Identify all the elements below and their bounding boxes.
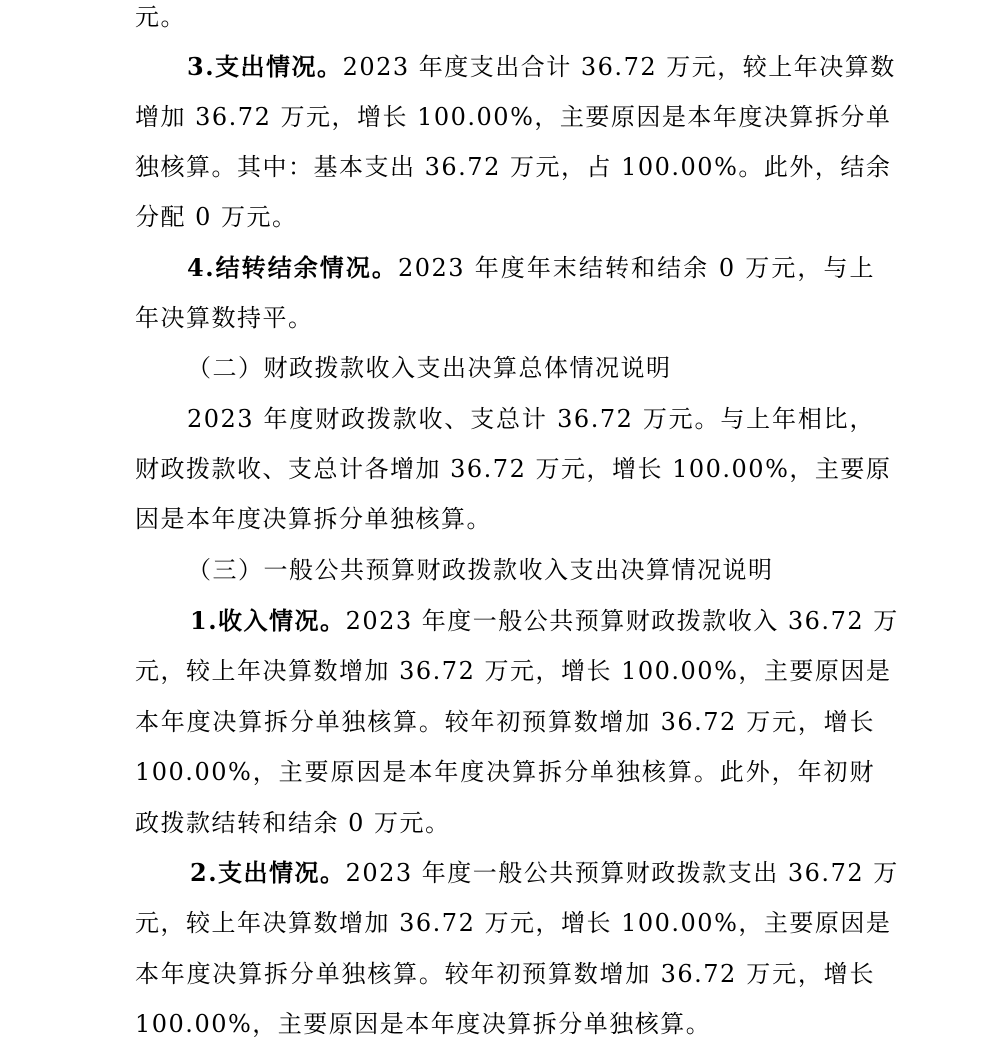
- expense-line-1: [190, 858, 899, 888]
- section2-line-2: 财政拨款收、支总计各增加 36.72 万元，增长 100.00%，主要原: [135, 455, 892, 483]
- income-line-4: 100.00%，主要原因是本年度决算拆分单独核算。此外，年初财: [135, 758, 875, 786]
- income-text-1: 2023 年度一般公共预算财政拨款收入 36.72 万: [345, 607, 899, 635]
- fragment-line: 元。: [135, 3, 186, 31]
- section3-expense-line-4: 分配 0 万元。: [135, 203, 298, 231]
- income-line-2: 元，较上年决算数增加 36.72 万元，增长 100.00%，主要原因是: [135, 657, 892, 685]
- income-line-5: 政拨款结转和结余 0 万元。: [135, 809, 451, 837]
- expense-line-2: 元，较上年决算数增加 36.72 万元，增长 100.00%，主要原因是: [135, 909, 892, 937]
- section2-title: （二）财政拨款收入支出决算总体情况说明: [187, 354, 672, 382]
- section2-line-3: 因是本年度决算拆分单独核算。: [135, 505, 492, 533]
- section3-title: （三）一般公共预算财政拨款收入支出决算情况说明: [187, 556, 774, 584]
- expense-heading: 2.支出情况。: [190, 858, 346, 887]
- section3-expense-line-2: 增加 36.72 万元，增长 100.00%，主要原因是本年度决算拆分单: [135, 103, 892, 131]
- income-line-1: [190, 606, 899, 636]
- section3-expense-heading: 3.支出情况。: [187, 52, 343, 81]
- section4-carryover-text-1: 2023 年度年末结转和结余 0 万元，与上: [397, 254, 876, 282]
- expense-line-3: 本年度决算拆分单独核算。较年初预算数增加 36.72 万元，增长: [135, 960, 875, 988]
- income-line-3: 本年度决算拆分单独核算。较年初预算数增加 36.72 万元，增长: [135, 708, 875, 736]
- section2-line-1: 2023 年度财政拨款收、支总计 36.72 万元。与上年相比，: [187, 405, 875, 433]
- income-heading: 1.收入情况。: [190, 606, 346, 635]
- section3-expense-text-1: 2023 年度支出合计 36.72 万元，较上年决算数: [342, 53, 896, 81]
- section4-carryover-line-2: 年决算数持平。: [135, 304, 314, 332]
- expense-line-4: 100.00%，主要原因是本年度决算拆分单独核算。: [135, 1010, 712, 1038]
- section4-carryover-line-1: [187, 253, 875, 283]
- expense-text-1: 2023 年度一般公共预算财政拨款支出 36.72 万: [345, 859, 899, 887]
- section4-carryover-heading: 4.结转结余情况。: [187, 253, 398, 282]
- section3-expense-line-1: [187, 52, 896, 82]
- section3-expense-line-3: 独核算。其中：基本支出 36.72 万元，占 100.00%。此外，结余: [135, 153, 892, 181]
